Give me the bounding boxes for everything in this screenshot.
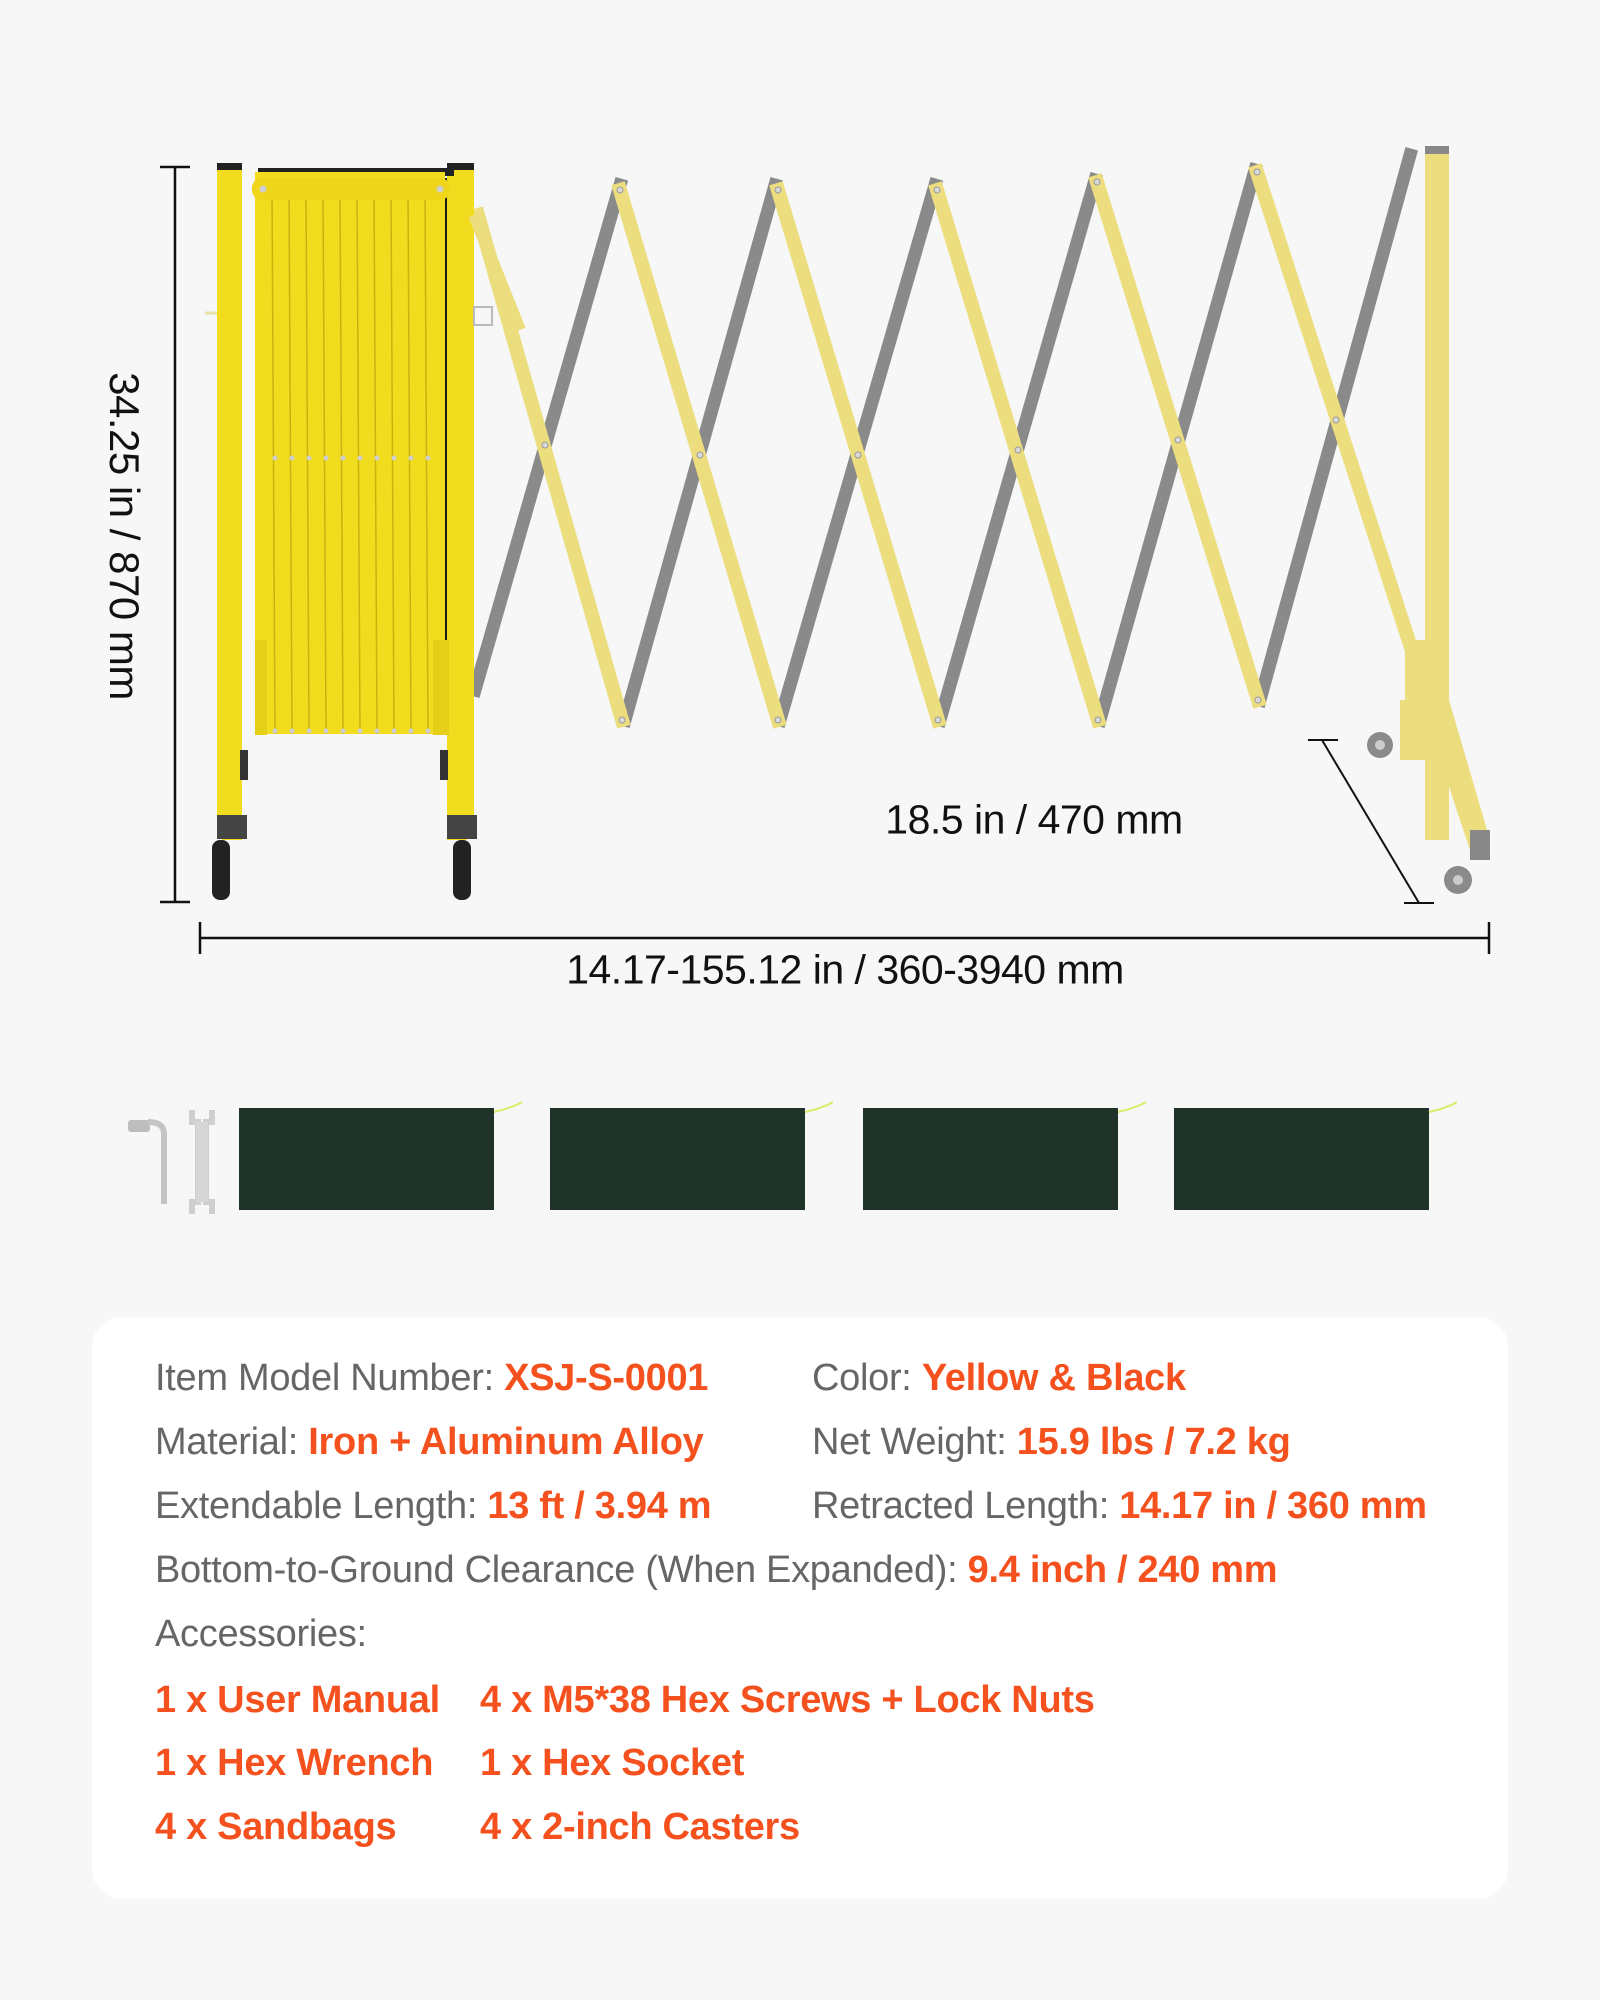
spec-model: Item Model Number: XSJ-S-0001 — [155, 1357, 709, 1399]
accessory-item: 4 x Sandbags — [155, 1806, 397, 1848]
sandbag-icon — [1174, 1102, 1457, 1210]
spec-weight: Net Weight: 15.9 lbs / 7.2 kg — [812, 1421, 1291, 1463]
spec-color: Color: Yellow & Black — [812, 1357, 1186, 1399]
length-dimension-label: 14.17-155.12 in / 360-3940 mm — [566, 946, 1124, 993]
material-value: Iron + Aluminum Alloy — [308, 1421, 704, 1463]
l-wrench-icon — [128, 1120, 164, 1204]
clearance-value: 9.4 inch / 240 mm — [967, 1549, 1278, 1591]
left-gate — [205, 163, 520, 840]
accessories-heading: Accessories: — [155, 1613, 367, 1655]
sandbag-icon — [239, 1102, 522, 1210]
weight-value: 15.9 lbs / 7.2 kg — [1016, 1421, 1291, 1463]
height-dimension-line — [160, 167, 190, 902]
depth-dimension-line — [1308, 740, 1434, 903]
sandbag-icon — [863, 1102, 1146, 1210]
included-items-row — [120, 1100, 1500, 1220]
height-dimension-label: 34.25 in / 870 mm — [101, 372, 148, 700]
spec-clearance: Bottom-to-Ground Clearance (When Expanded): 9.4 inch / 240 mm — [155, 1549, 1278, 1591]
color-value: Yellow & Black — [921, 1357, 1186, 1399]
sandbag-icon — [550, 1102, 833, 1210]
accessory-item: 4 x M5*38 Hex Screws + Lock Nuts — [480, 1679, 1095, 1721]
spec-retracted-length: Retracted Length: 14.17 in / 360 mm — [812, 1485, 1427, 1527]
scissor-gray-bars — [475, 155, 1410, 720]
left-casters — [212, 750, 471, 900]
spec-card — [92, 1317, 1508, 1899]
right-post — [1400, 146, 1490, 860]
accessory-item: 1 x Hex Socket — [480, 1742, 745, 1784]
spec-extendable-length: Extendable Length: 13 ft / 3.94 m — [155, 1485, 712, 1527]
model-value: XSJ-S-0001 — [504, 1357, 709, 1399]
accessory-item: 1 x User Manual — [155, 1679, 440, 1721]
spec-material: Material: Iron + Aluminum Alloy — [155, 1421, 704, 1463]
extendable-value: 13 ft / 3.94 m — [487, 1485, 712, 1527]
accessory-item: 4 x 2-inch Casters — [480, 1806, 800, 1848]
retracted-value: 14.17 in / 360 mm — [1119, 1485, 1427, 1527]
accessory-item: 1 x Hex Wrench — [155, 1742, 434, 1784]
open-wrench-icon — [192, 1110, 212, 1214]
depth-dimension-label: 18.5 in / 470 mm — [885, 796, 1183, 843]
